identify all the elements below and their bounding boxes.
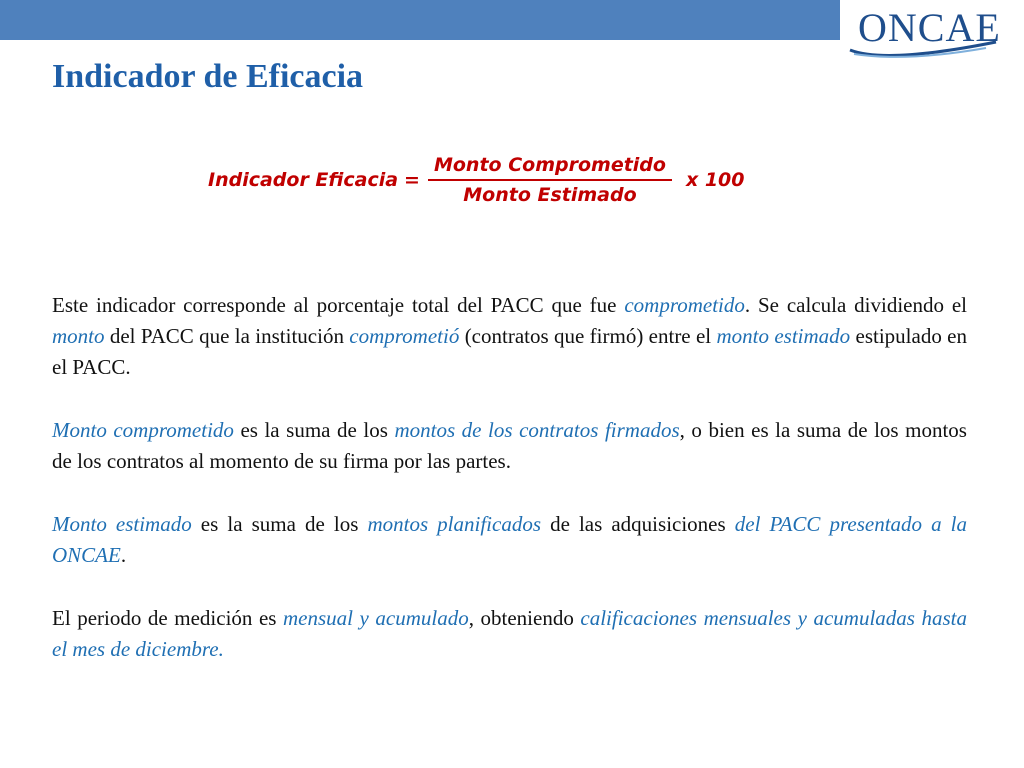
text-span: .: [120, 543, 127, 567]
formula-lhs: Indicador Eficacia: [208, 169, 399, 191]
text-span: , obteniendo: [468, 606, 581, 630]
text-span: es la suma de los: [233, 418, 395, 442]
header-bar: [0, 0, 840, 40]
formula-multiplier: x 100: [685, 169, 745, 191]
page-title: Indicador de Eficacia: [52, 58, 364, 95]
text-span: (contratos que firmó) entre el: [459, 324, 717, 348]
highlight-span: Monto comprometido: [52, 418, 234, 442]
text-span: de las adquisiciones: [541, 512, 735, 536]
body-content: [52, 290, 967, 697]
formula-equals: =: [404, 169, 420, 191]
efficacy-formula: [208, 140, 745, 220]
text-span: . Se calcula dividiendo el: [744, 293, 967, 317]
formula-numerator: Monto Comprometido: [433, 154, 666, 176]
text-span: del PACC que la institución: [104, 324, 350, 348]
paragraph-definition: [52, 290, 967, 383]
header-bar-gap: [840, 0, 844, 40]
text-span: , o bien es la suma de los montos de los contratos al momento de su firma por las partes.: [52, 418, 967, 473]
text-span: es la suma de los: [191, 512, 368, 536]
paragraph-monto-comprometido: [52, 415, 967, 477]
highlight-span: del PACC presentado a la ONCAE: [52, 512, 968, 567]
paragraph-periodo: [52, 603, 967, 665]
text-span: Este indicador corresponde al porcentaje total del PACC que fue: [52, 293, 625, 317]
paragraph-monto-estimado: [52, 509, 967, 571]
highlight-span: comprometido: [624, 293, 745, 317]
formula-denominator: Monto Estimado: [463, 184, 637, 206]
highlight-span: Monto estimado: [52, 512, 192, 536]
highlight-span: montos de los contratos firmados: [394, 418, 680, 442]
logo-text: ONCAE: [858, 5, 1001, 50]
highlight-span: mensual y acumulado: [283, 606, 469, 630]
highlight-span: comprometió: [349, 324, 460, 348]
highlight-span: monto estimado: [716, 324, 851, 348]
highlight-span: montos planificados: [367, 512, 542, 536]
formula-fraction: [428, 154, 672, 206]
highlight-span: calificaciones mensuales y acumuladas hasta el mes de diciembre.: [52, 606, 968, 661]
oncae-logo: [846, 4, 1016, 60]
text-span: estipulado en el PACC.: [52, 324, 967, 379]
highlight-span: monto: [52, 324, 105, 348]
text-span: El periodo de medición es: [52, 606, 283, 630]
